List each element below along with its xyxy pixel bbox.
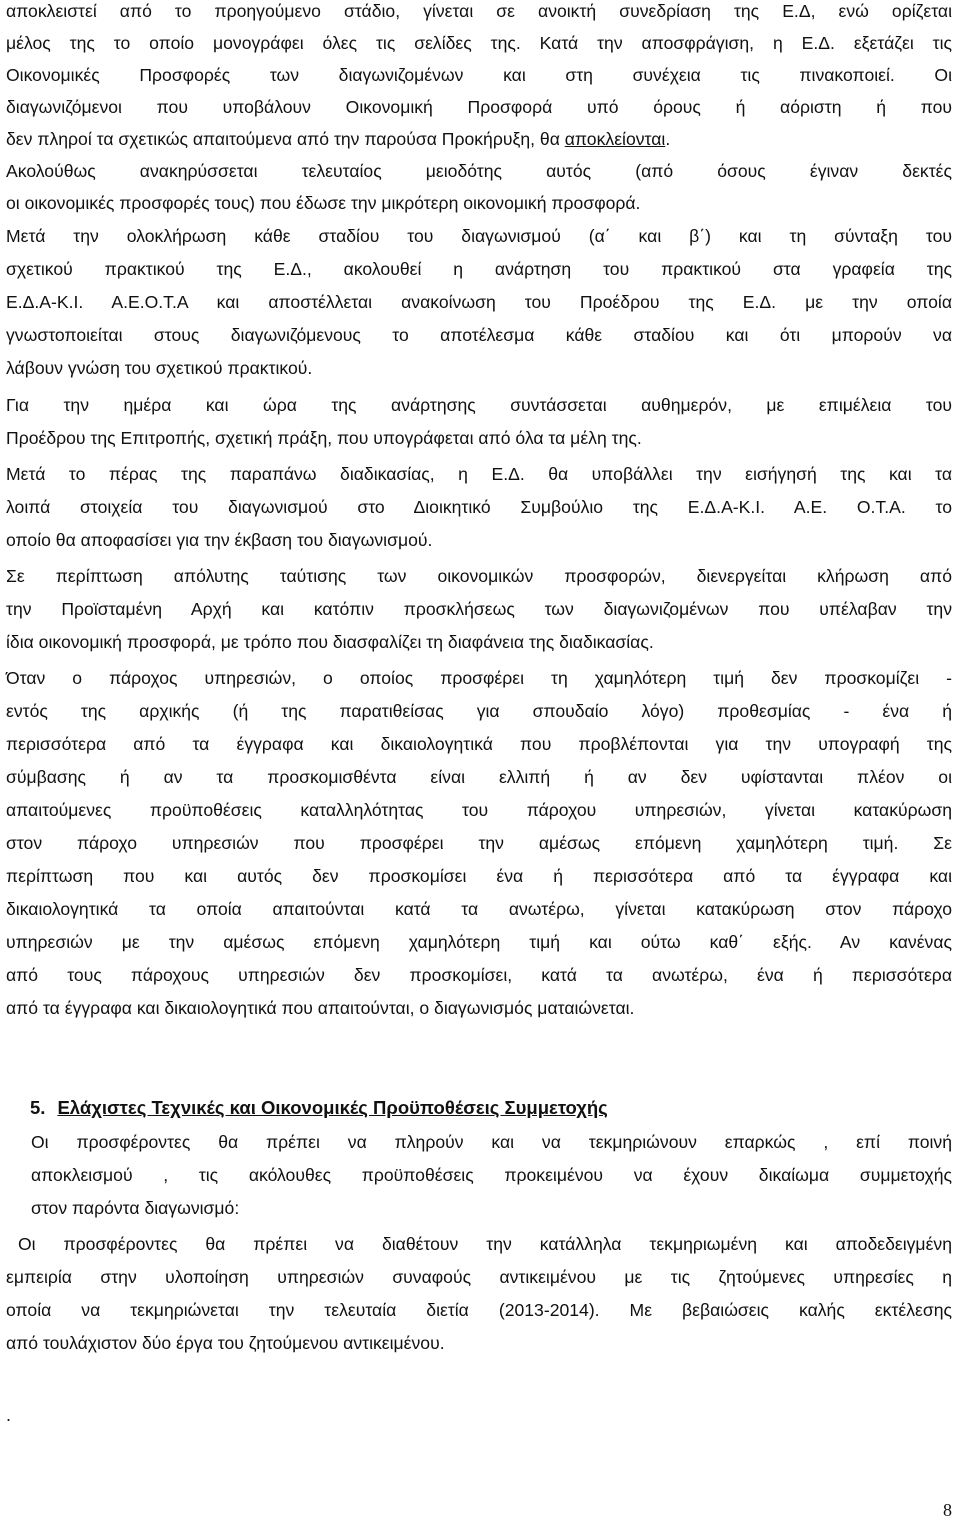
text-line: εντός της αρχικής (ή της παρατιθείσας για σπουδαίο λόγο) προθεσμίας - ένα ή bbox=[6, 701, 952, 721]
text-line: αποκλειστεί από το προηγούμενο στάδιο, γίνεται σε ανοικτή συνεδρίαση της Ε.Δ, ενώ ορίζεται bbox=[6, 1, 952, 21]
text-line: Όταν ο πάροχος υπηρεσιών, ο οποίος προσφέρει τη χαμηλότερη τιμή δεν προσκομίζει - bbox=[6, 668, 952, 688]
text-line: απαιτούμενες προϋποθέσεις καταλληλότητας του πάροχου υπηρεσιών, γίνεται κατακύρωση bbox=[6, 800, 952, 820]
text-line: δεν πληροί τα σχετικώς απαιτούμενα από την παρούσα Προκήρυξη, θα αποκλείονται. bbox=[6, 129, 671, 149]
text-line: εμπειρία στην υλοποίηση υπηρεσιών συναφούς αντικειμένου με τις ζητούμενες υπηρεσίες η bbox=[6, 1267, 952, 1287]
text-line: στον πάροχο υπηρεσιών που προσφέρει την αμέσως επόμενη χαμηλότερη τιμή. Σε bbox=[6, 833, 952, 853]
text-line: από τα έγγραφα και δικαιολογητικά που απαιτούνται, ο διαγωνισμός ματαιώνεται. bbox=[6, 998, 635, 1018]
underlined-word: αποκλείονται bbox=[564, 129, 666, 149]
text-line: σχετικού πρακτικού της Ε.Δ., ακολουθεί η ανάρτηση του πρακτικού στα γραφεία της bbox=[6, 259, 952, 279]
text-line: υπηρεσιών με την αμέσως επόμενη χαμηλότερη τιμή και ούτω καθ΄ εξής. Αν κανένας bbox=[6, 932, 952, 952]
text-line: διαγωνιζόμενοι που υποβάλουν Οικονομική Προσφορά υπό όρους ή αόριστη ή που bbox=[6, 97, 952, 117]
text-line: από τους πάροχους υπηρεσιών δεν προσκομίσει, κατά τα ανωτέρω, ένα ή περισσότερα bbox=[6, 965, 952, 985]
trailing-mark: . bbox=[6, 1405, 12, 1425]
text-line: γνωστοποιείται στους διαγωνιζόμενους το αποτέλεσμα κάθε σταδίου και ότι μπορούν να bbox=[6, 325, 952, 345]
text-line: Μετά το πέρας της παραπάνω διαδικασίας, η Ε.Δ. θα υποβάλλει την εισήγησή της και τα bbox=[6, 464, 952, 484]
text-line: περίπτωση που και αυτός δεν προσκομίσει ένα ή περισσότερα από τα έγγραφα και bbox=[6, 866, 952, 886]
section-heading bbox=[30, 1097, 608, 1119]
page-number: 8 bbox=[943, 1500, 952, 1520]
text-line: λάβουν γνώση του σχετικού πρακτικού. bbox=[6, 358, 313, 378]
text-line: Οι προσφέροντες θα πρέπει να διαθέτουν την κατάλληλα τεκμηριωμένη και αποδεδειγμένη bbox=[18, 1234, 952, 1254]
text-line: από τουλάχιστον δύο έργα του ζητούμενου αντικειμένου. bbox=[6, 1333, 445, 1353]
text-fragment: δεν πληροί τα σχετικώς απαιτούμενα από την παρούσα Προκήρυξη, θα bbox=[6, 129, 560, 149]
section-title-main: Ελάχιστες Τεχνικές και Οικονομικές Προϋποθέσεις bbox=[57, 1097, 505, 1118]
text-line: Ακολούθως ανακηρύσσεται τελευταίος μειοδότης αυτός (από όσους έγιναν δεκτές bbox=[6, 161, 952, 181]
text-line: Προέδρου της Επιτροπής, σχετική πράξη, που υπογράφεται από όλα τα μέλη της. bbox=[6, 428, 642, 448]
text-line: αποκλεισμού , τις ακόλουθες προϋποθέσεις προκειμένου να έχουν δικαίωμα συμμετοχής bbox=[31, 1165, 952, 1185]
text-line: Οικονομικές Προσφορές των διαγωνιζομένων και στη συνέχεια τις πινακοποιεί. Οι bbox=[6, 65, 952, 85]
text-line: δικαιολογητικά τα οποία απαιτούνται κατά τα ανωτέρω, γίνεται κατακύρωση στον πάροχο bbox=[6, 899, 952, 919]
text-line: την Προϊσταμένη Αρχή και κατόπιν προσκλήσεως των διαγωνιζομένων που υπέλαβαν την bbox=[6, 599, 952, 619]
text-line: σύμβασης ή αν τα προσκομισθέντα είναι ελλιπή ή αν δεν υφίστανται πλέον οι bbox=[6, 767, 952, 787]
section-number: 5. bbox=[30, 1097, 46, 1118]
text-line: Ε.Δ.Α-Κ.Ι. Α.Ε.Ο.Τ.Α και αποστέλλεται ανακοίνωση του Προέδρου της Ε.Δ. με την οποία bbox=[6, 292, 952, 312]
text-line: μέλος της το οποίο μονογράφει όλες τις σελίδες της. Κατά την αποσφράγιση, η Ε.Δ. εξετάζει τις bbox=[6, 33, 952, 53]
text-line: Για την ημέρα και ώρα της ανάρτησης συντάσσεται αυθημερόν, με επιμέλεια του bbox=[6, 395, 952, 415]
text-line: περισσότερα από τα έγγραφα και δικαιολογητικά που προβλέπονται για την υπογραφή της bbox=[6, 734, 952, 754]
text-line: Σε περίπτωση απόλυτης ταύτισης των οικονομικών προσφορών, διενεργείται κλήρωση από bbox=[6, 566, 952, 586]
text-line: ίδια οικονομική προσφορά, με τρόπο που διασφαλίζει τη διαφάνεια της διαδικασίας. bbox=[6, 632, 654, 652]
text-line: στον παρόντα διαγωνισμό: bbox=[31, 1198, 240, 1218]
text-line: λοιπά στοιχεία του διαγωνισμού στο Διοικητικό Συμβούλιο της Ε.Δ.Α-Κ.Ι. Α.Ε. Ο.Τ.Α. το bbox=[6, 497, 952, 517]
text-line: οι οικονομικές προσφορές τους) που έδωσε την μικρότερη οικονομική προσφορά. bbox=[6, 193, 641, 213]
text-line: Οι προσφέροντες θα πρέπει να πληρούν και να τεκμηριώνουν επαρκώς , επί ποινή bbox=[31, 1132, 952, 1152]
text-line: οποίο θα αποφασίσει για την έκβαση του διαγωνισμού. bbox=[6, 530, 433, 550]
section-title bbox=[57, 1097, 607, 1118]
section-title-end: Συμμετοχής bbox=[504, 1097, 608, 1118]
text-line: οποία να τεκμηριώνεται την τελευταία διετία (2013-2014). Με βεβαιώσεις καλής εκτέλεσης bbox=[6, 1300, 952, 1320]
text-line: Μετά την ολοκλήρωση κάθε σταδίου του διαγωνισμού (α΄ και β΄) και τη σύνταξη του bbox=[6, 226, 952, 246]
